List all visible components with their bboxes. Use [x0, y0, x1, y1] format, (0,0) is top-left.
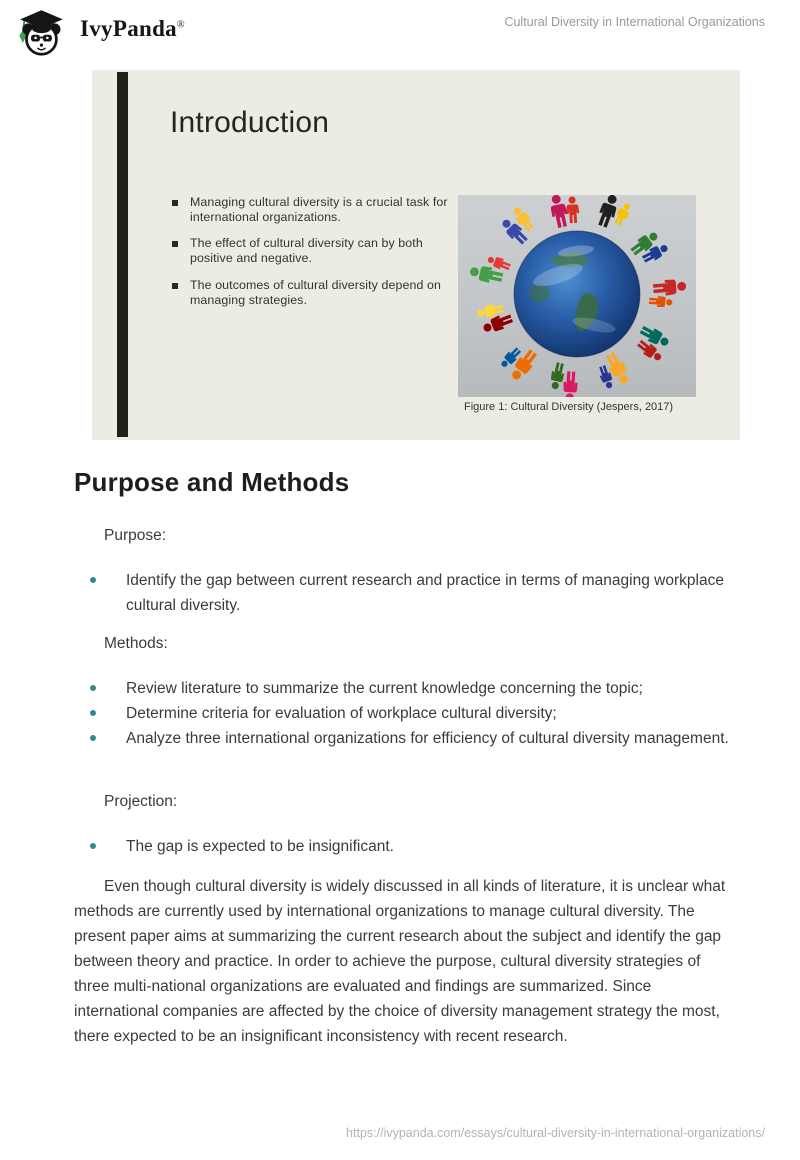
methods-bullet-list: [74, 676, 739, 751]
summary-paragraph: Even though cultural diversity is widely discussed in all kinds of literature, it is unclear what methods are currently used by international organizations to manage cultural diversity. The present paper aims at summarizing the current research about the subject and identify the gap between theory and practice. In order to achieve the purpose, cultural diversity strategies of three multi-national organizations are evaluated and findings are summarized. Since international companies are affected by the choice of diversity management strategy the most, there expected to be an insignificant inconsistency with recent research.: [74, 878, 726, 1045]
list-item: Identify the gap between current research and practice in terms of managing workplace cultural diversity.: [74, 568, 739, 618]
slide-bullet: The outcomes of cultural diversity depend on managing strategies.: [172, 278, 450, 308]
brand-wordmark: IvyPanda®: [80, 16, 185, 41]
figure-caption: Figure 1: Cultural Diversity (Jespers, 2017): [464, 401, 674, 413]
document-title: Cultural Diversity in International Organizations: [504, 15, 765, 29]
round-bullet-icon: [90, 735, 96, 741]
methods-label: Methods:: [104, 635, 168, 652]
slide-image: [92, 70, 740, 440]
ivypanda-panda-logo-icon: [12, 6, 70, 58]
source-url-link[interactable]: https://ivypanda.com/essays/cultural-diversity-in-international-organizations/: [346, 1126, 765, 1140]
projection-bullet-list: [74, 834, 739, 859]
square-bullet-icon: [172, 283, 178, 289]
square-bullet-icon: [172, 200, 178, 206]
slide-title: Introduction: [170, 106, 330, 139]
list-item: Review literature to summarize the current knowledge concerning the topic;: [74, 676, 739, 701]
diversity-globe-photo: [458, 195, 696, 397]
slide-accent-bar: [117, 72, 128, 437]
slide-bullet-list: [172, 195, 450, 308]
list-item: Analyze three international organizations for efficiency of cultural diversity management.: [74, 726, 739, 751]
slide-bullet: Managing cultural diversity is a crucial task for international organizations.: [172, 195, 450, 225]
purpose-bullet-list: [74, 568, 739, 618]
page-title: Purpose and Methods: [74, 467, 350, 497]
slide-bullet: The effect of cultural diversity can by both positive and negative.: [172, 236, 450, 266]
purpose-label: Purpose:: [104, 527, 167, 544]
diversity-globe-graphic: [458, 195, 696, 397]
round-bullet-icon: [90, 710, 96, 716]
round-bullet-icon: [90, 685, 96, 691]
projection-label: Projection:: [104, 793, 178, 810]
square-bullet-icon: [172, 241, 178, 247]
round-bullet-icon: [90, 843, 96, 849]
list-item: Determine criteria for evaluation of workplace cultural diversity;: [74, 701, 739, 726]
list-item: The gap is expected to be insignificant.: [74, 834, 739, 859]
registered-mark: ®: [176, 19, 185, 31]
round-bullet-icon: [90, 577, 96, 583]
